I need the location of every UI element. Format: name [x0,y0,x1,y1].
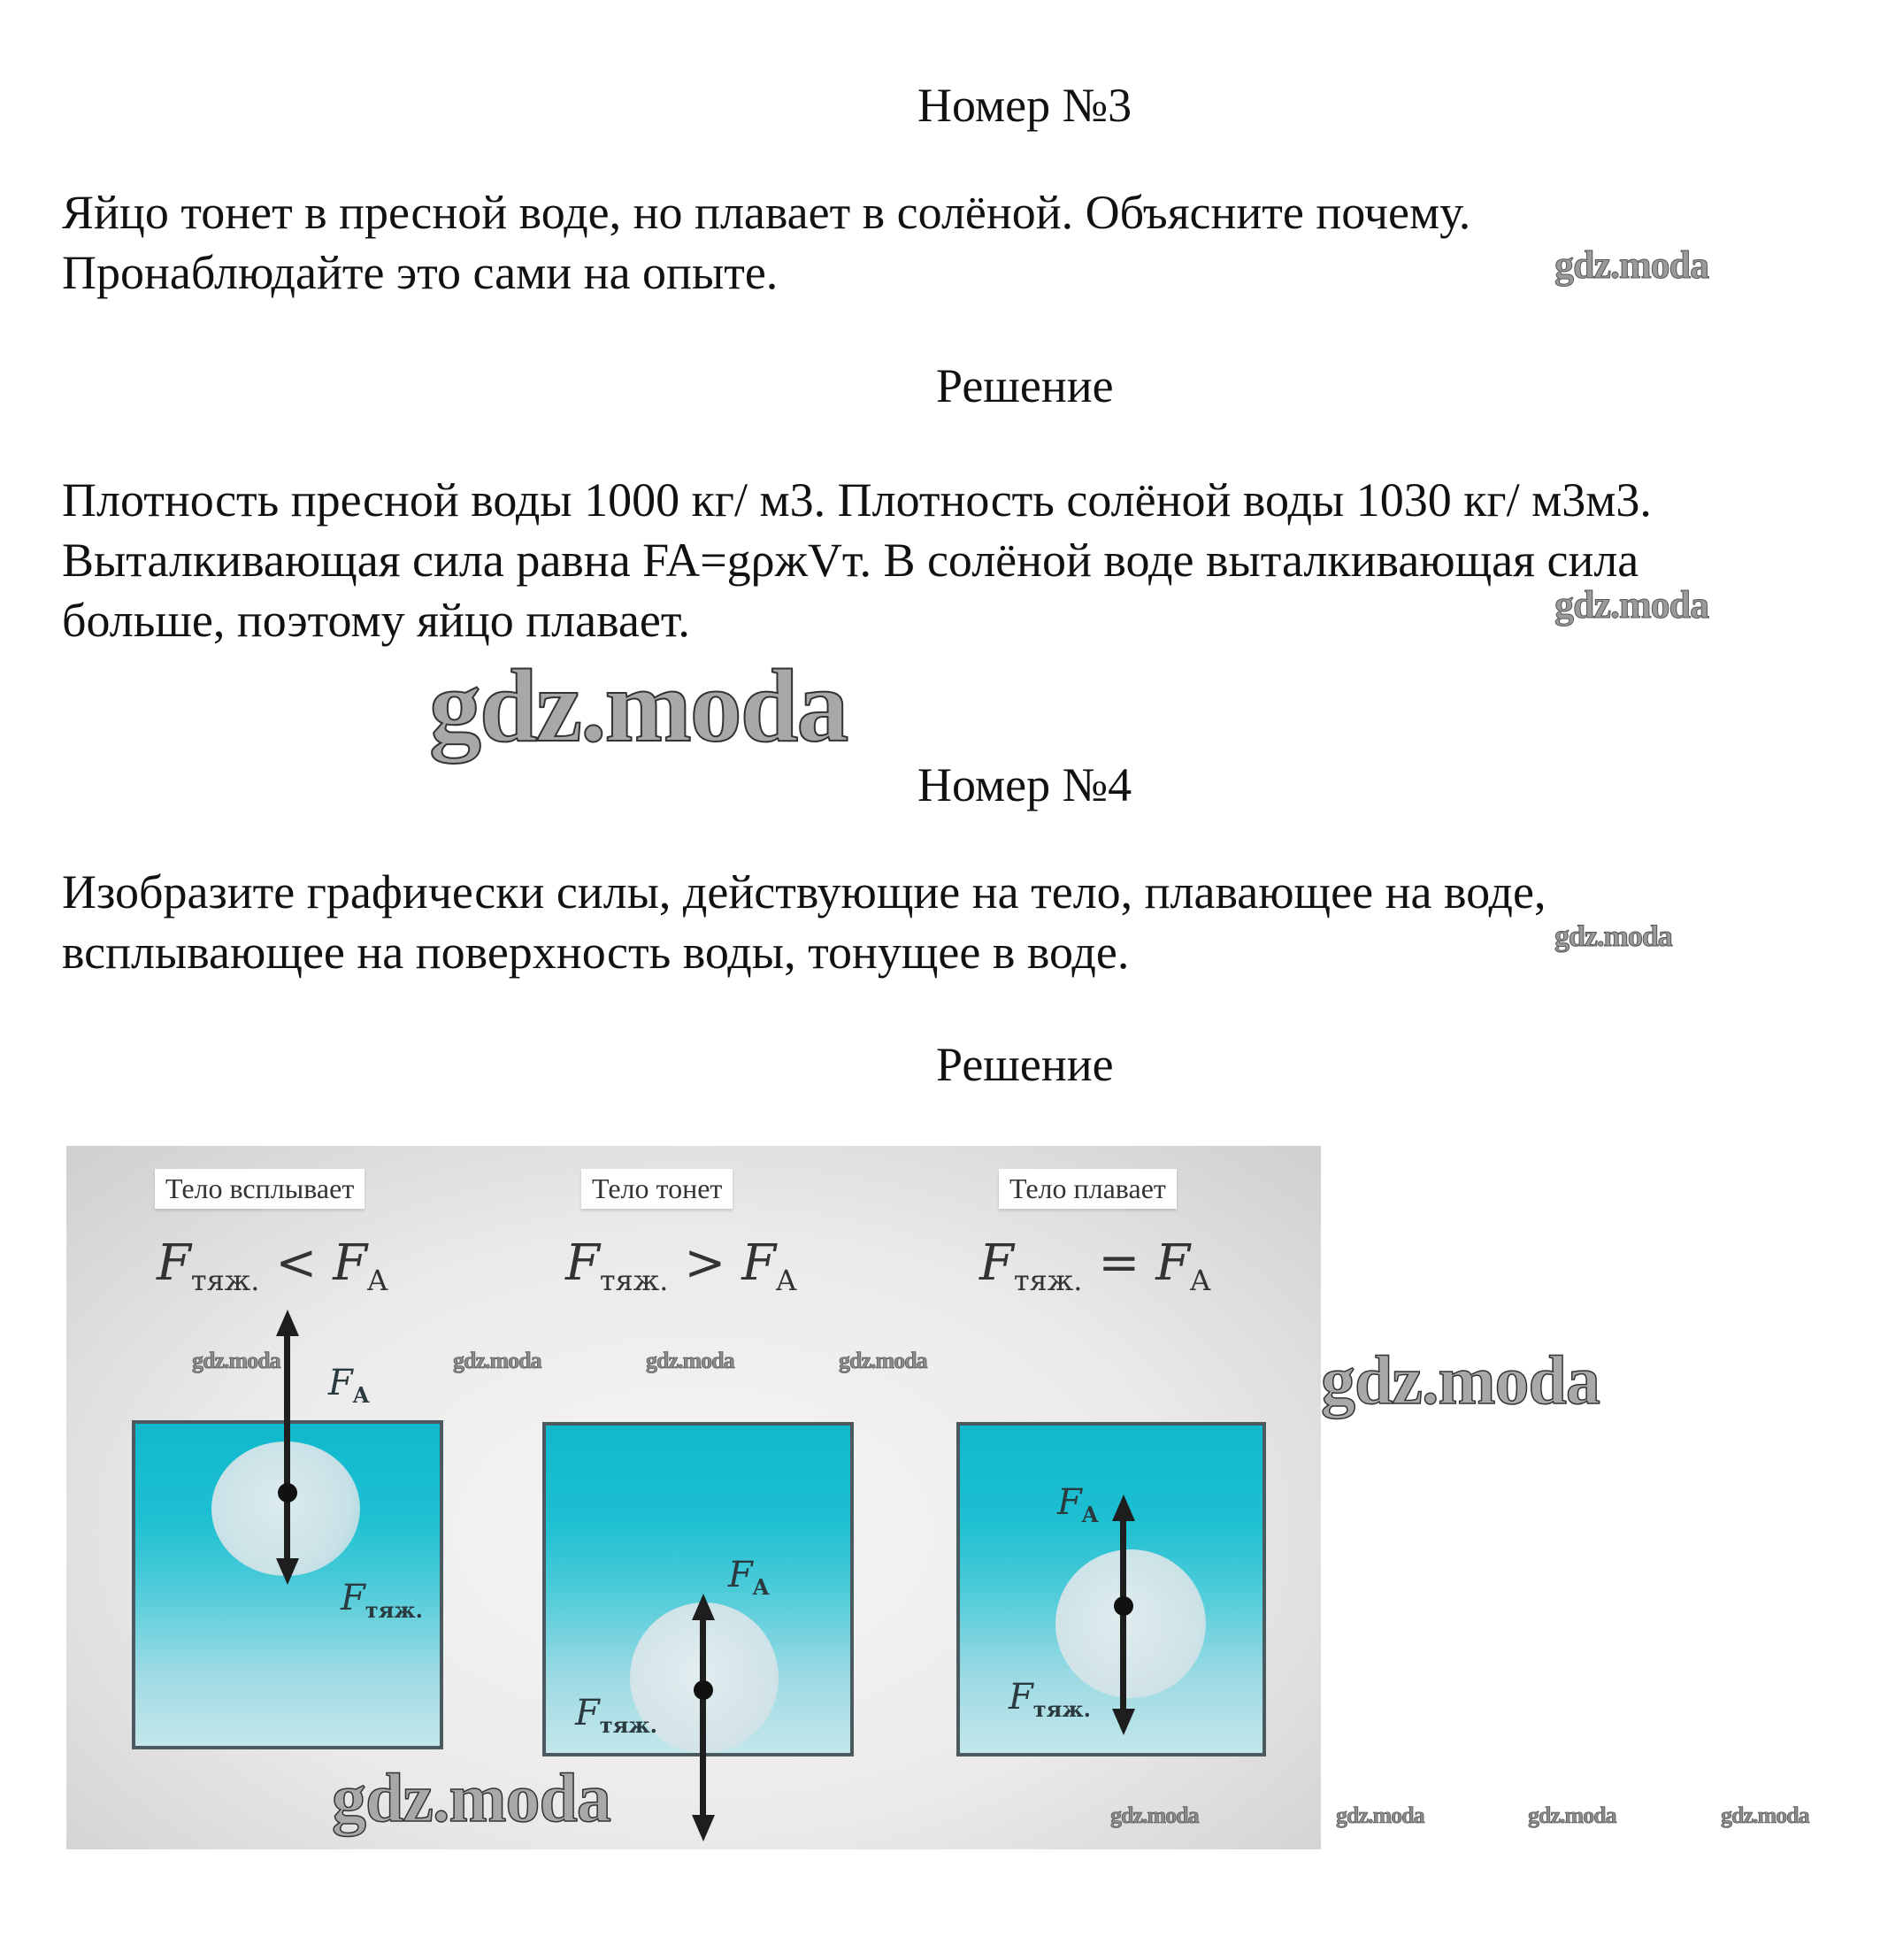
center-point [694,1680,713,1700]
task3-question [62,182,1470,303]
task3-question-line: Пронаблюдайте это сами на опыте. [62,246,779,299]
force-label-gravity: $F_{тяж.}$ [575,1693,657,1738]
force-vector-line [700,1606,706,1818]
watermark: gdz.moda [839,1348,927,1373]
watermark: gdz.moda [646,1348,734,1373]
watermark: gdz.moda [1110,1802,1199,1828]
watermark: gdz.moda [1554,920,1672,953]
force-label-buoyant: $F_A$ [728,1555,770,1600]
task4-title: Номер №4 [917,758,1132,811]
arrow-down-icon [692,1815,715,1841]
watermark: gdz.moda [1554,243,1709,287]
egg-icon [1055,1549,1206,1698]
watermark: gdz.moda [453,1348,541,1373]
watermark: gdz.moda [1721,1802,1809,1828]
task4-question-line: всплывающее на поверхность воды, тонущее в воде. [62,926,1130,979]
task4-question [62,862,1546,982]
force-label-gravity: $F_{тяж.}$ [341,1578,423,1623]
panel-label-sinking: Тело тонет [581,1169,733,1209]
task3-answer-line: Выталкивающая сила равна FA=gρжVт. В солёной воде выталкивающая сила [62,534,1639,587]
arrow-up-icon [692,1594,715,1620]
arrow-up-icon [276,1310,299,1336]
task3-solution-heading: Решение [936,359,1114,412]
task3-title: Номер №3 [917,79,1132,132]
water-tank-floating [956,1422,1266,1756]
formula-sinking: $F_{тяж.} > F_A$ [565,1234,797,1298]
force-label-buoyant: $F_A$ [1057,1482,1099,1527]
panel-label-floating: Тело плавает [999,1169,1177,1209]
watermark-large: gdz.moda [1321,1341,1600,1418]
watermark-large: gdz.moda [429,648,848,764]
watermark: gdz.moda [1528,1802,1616,1828]
watermark: gdz.moda [192,1348,280,1373]
watermark: gdz.moda [1336,1802,1424,1828]
center-point [278,1483,297,1503]
panel-label-rising: Тело всплывает [155,1169,365,1209]
task4-question-line: Изобразите графически силы, действующие на тело, плавающее на воде, [62,865,1546,919]
task3-answer-line: больше, поэтому яйцо плавает. [62,594,690,647]
arrow-down-icon [1112,1709,1135,1735]
formula-rising: $F_{тяж.} < F_A$ [157,1234,388,1298]
force-label-gravity: $F_{тяж.}$ [1009,1677,1091,1722]
buoyancy-figure [66,1146,1321,1849]
task4-solution-heading: Решение [936,1038,1114,1091]
task3-question-line: Яйцо тонет в пресной воде, но плавает в солёной. Объясните почему. [62,186,1471,239]
force-vector-line [284,1323,290,1562]
watermark-large: gdz.moda [332,1759,610,1836]
arrow-up-icon [1112,1495,1135,1521]
task3-answer-line: Плотность пресной воды 1000 кг/ м3. Плотность солёной воды 1030 кг/ м3м3. [62,473,1652,527]
force-label-buoyant: $F_A$ [328,1363,370,1408]
center-point [1114,1596,1133,1616]
task3-answer [62,470,1652,650]
arrow-down-icon [276,1558,299,1585]
watermark: gdz.moda [1554,583,1709,626]
formula-floating: $F_{тяж.} = F_A$ [979,1234,1211,1298]
